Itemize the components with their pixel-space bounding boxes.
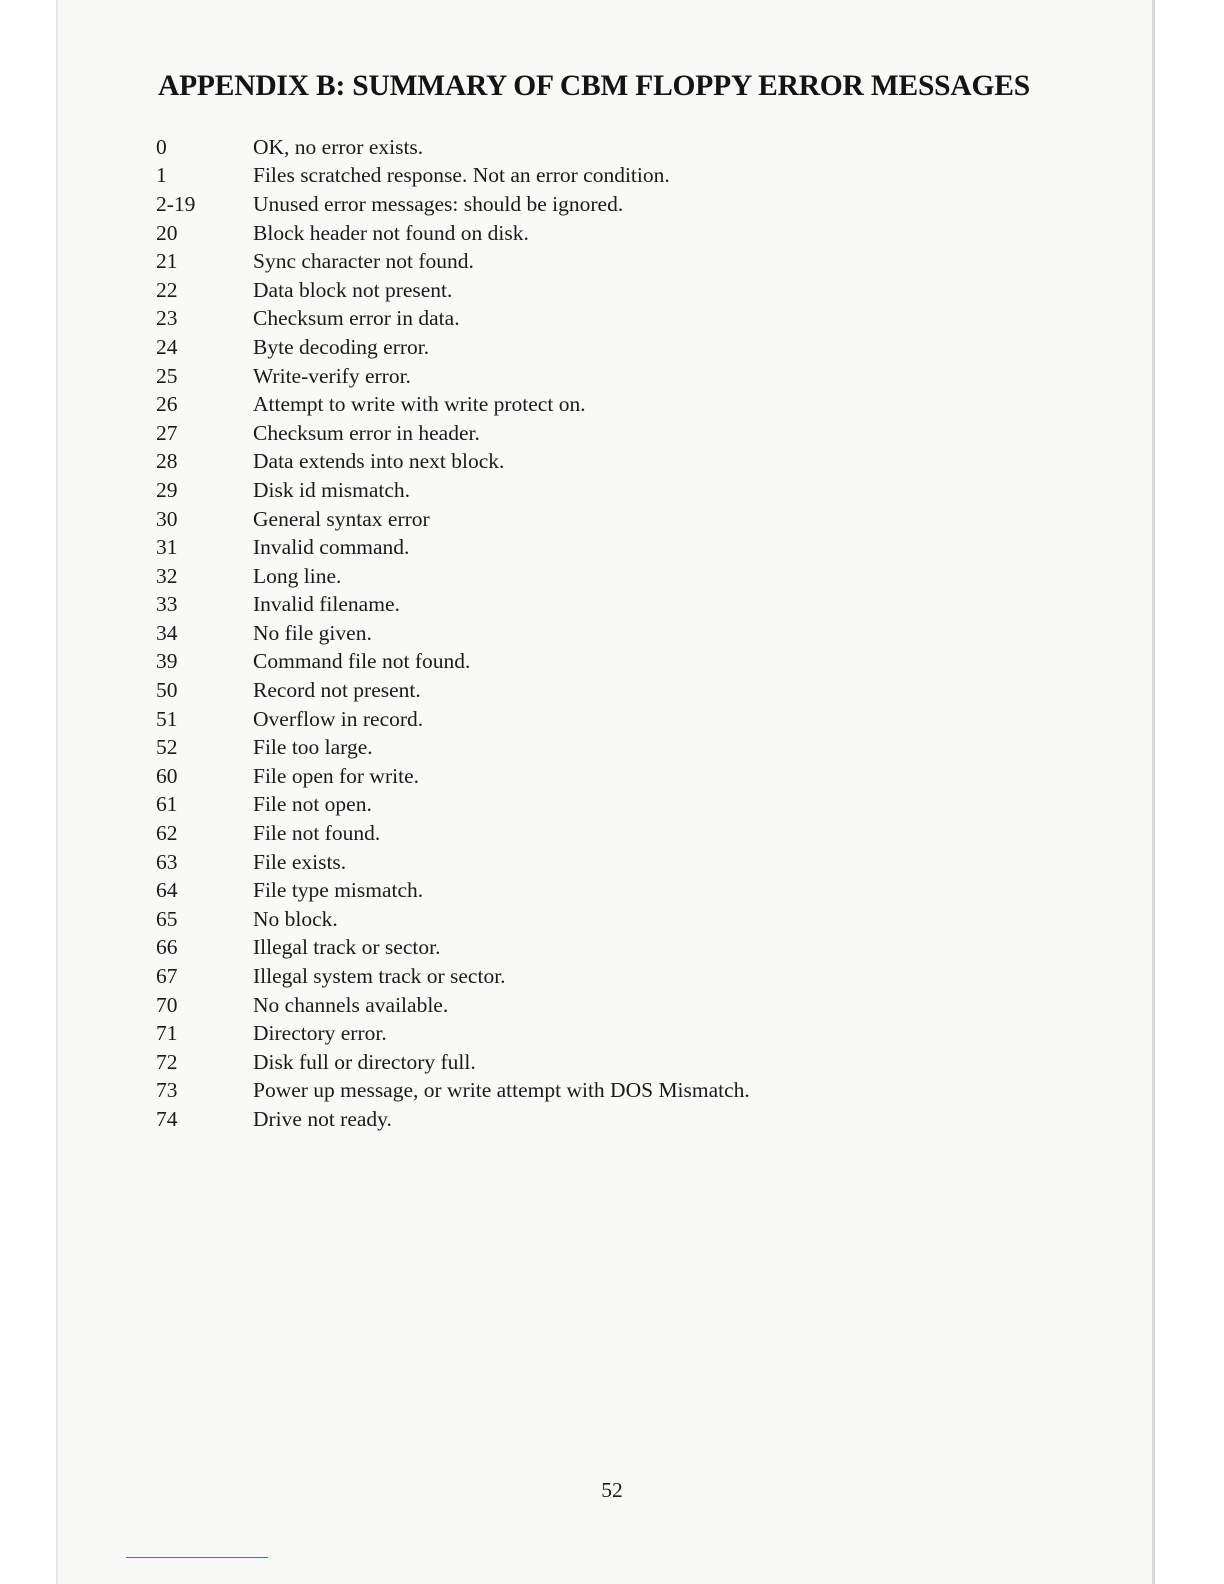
error-message: Power up message, or write attempt with DOS Mismatch.	[253, 1078, 750, 1103]
error-code: 34	[156, 620, 178, 645]
error-code: 64	[156, 878, 178, 903]
error-row	[156, 1105, 750, 1134]
error-row	[156, 676, 750, 705]
error-message: Checksum error in data.	[253, 306, 460, 331]
error-code: 28	[156, 449, 178, 474]
error-code: 23	[156, 306, 178, 331]
error-message: Illegal system track or sector.	[253, 964, 506, 989]
error-row	[156, 791, 750, 820]
error-code: 71	[156, 1021, 178, 1046]
error-message: File not found.	[253, 821, 381, 846]
footer-rule	[126, 1557, 268, 1558]
error-code: 52	[156, 735, 178, 760]
error-code: 66	[156, 935, 178, 960]
error-row	[156, 390, 750, 419]
error-row	[156, 705, 750, 734]
error-row	[156, 848, 750, 877]
error-row	[156, 934, 750, 963]
error-row	[156, 1019, 750, 1048]
error-code: 63	[156, 849, 178, 874]
error-code: 74	[156, 1106, 178, 1131]
error-code: 65	[156, 906, 178, 931]
error-code: 25	[156, 363, 178, 388]
error-code: 27	[156, 420, 178, 445]
error-message: File exists.	[253, 849, 347, 874]
error-code: 2-19	[156, 191, 196, 216]
error-code: 50	[156, 678, 178, 703]
error-row	[156, 733, 750, 762]
error-row	[156, 448, 750, 477]
error-message: File not open.	[253, 792, 372, 817]
error-row	[156, 533, 750, 562]
error-message: Block header not found on disk.	[253, 220, 529, 245]
error-code: 26	[156, 392, 178, 417]
error-row	[156, 762, 750, 791]
page-right-edge	[1152, 0, 1155, 1584]
error-message: Unused error messages: should be ignored.	[253, 191, 624, 216]
error-row	[156, 305, 750, 334]
error-message: Checksum error in header.	[253, 420, 480, 445]
error-code: 31	[156, 535, 178, 560]
error-code: 21	[156, 249, 178, 274]
error-code: 22	[156, 277, 178, 302]
error-message: Disk id mismatch.	[253, 477, 411, 502]
error-message: Record not present.	[253, 678, 421, 703]
error-code: 70	[156, 992, 178, 1017]
error-row	[156, 133, 750, 162]
error-code: 61	[156, 792, 178, 817]
error-message: Write-verify error.	[253, 363, 411, 388]
error-row	[156, 1077, 750, 1106]
error-message: Directory error.	[253, 1021, 387, 1046]
error-code: 20	[156, 220, 178, 245]
error-code: 67	[156, 964, 178, 989]
error-row	[156, 819, 750, 848]
error-row	[156, 1048, 750, 1077]
error-code: 51	[156, 706, 178, 731]
error-code: 24	[156, 334, 178, 359]
error-message: Attempt to write with write protect on.	[253, 392, 586, 417]
error-message: Invalid filename.	[253, 592, 400, 617]
error-message: General syntax error	[253, 506, 430, 531]
error-row	[156, 333, 750, 362]
error-code: 32	[156, 563, 178, 588]
error-row	[156, 991, 750, 1020]
error-code: 39	[156, 649, 178, 674]
error-code: 72	[156, 1049, 178, 1074]
error-row	[156, 591, 750, 620]
error-code: 30	[156, 506, 178, 531]
error-row	[156, 648, 750, 677]
error-code: 73	[156, 1078, 178, 1103]
error-message: Disk full or directory full.	[253, 1049, 476, 1074]
page-number: 52	[601, 1478, 623, 1502]
error-row	[156, 362, 750, 391]
error-message: Byte decoding error.	[253, 334, 430, 359]
error-message: No block.	[253, 906, 338, 931]
error-code: 29	[156, 477, 178, 502]
error-message-list	[156, 133, 750, 1134]
error-code: 60	[156, 763, 178, 788]
error-message: OK, no error exists.	[253, 134, 424, 159]
error-row	[156, 876, 750, 905]
error-message: No file given.	[253, 620, 372, 645]
error-row	[156, 247, 750, 276]
error-message: File open for write.	[253, 763, 419, 788]
error-row	[156, 276, 750, 305]
error-message: Command file not found.	[253, 649, 471, 674]
error-row	[156, 476, 750, 505]
error-message: Data block not present.	[253, 277, 453, 302]
error-code: 62	[156, 821, 178, 846]
error-code: 33	[156, 592, 178, 617]
error-row	[156, 162, 750, 191]
error-message: Files scratched response. Not an error condition.	[253, 163, 670, 188]
error-row	[156, 505, 750, 534]
error-message: File too large.	[253, 735, 373, 760]
error-row	[156, 190, 750, 219]
error-message: File type mismatch.	[253, 878, 424, 903]
error-row	[156, 419, 750, 448]
error-message: Invalid command.	[253, 535, 410, 560]
error-message: Drive not ready.	[253, 1106, 392, 1131]
error-message: Illegal track or sector.	[253, 935, 441, 960]
error-message: Overflow in record.	[253, 706, 424, 731]
error-message: Data extends into next block.	[253, 449, 505, 474]
error-code: 1	[156, 163, 167, 188]
error-row	[156, 619, 750, 648]
error-code: 0	[156, 134, 167, 159]
error-row	[156, 905, 750, 934]
error-message: Sync character not found.	[253, 249, 474, 274]
error-row	[156, 562, 750, 591]
error-row	[156, 962, 750, 991]
page-title: APPENDIX B: SUMMARY OF CBM FLOPPY ERROR MESSAGES	[158, 70, 1030, 102]
error-row	[156, 219, 750, 248]
error-message: Long line.	[253, 563, 342, 588]
error-message: No channels available.	[253, 992, 449, 1017]
